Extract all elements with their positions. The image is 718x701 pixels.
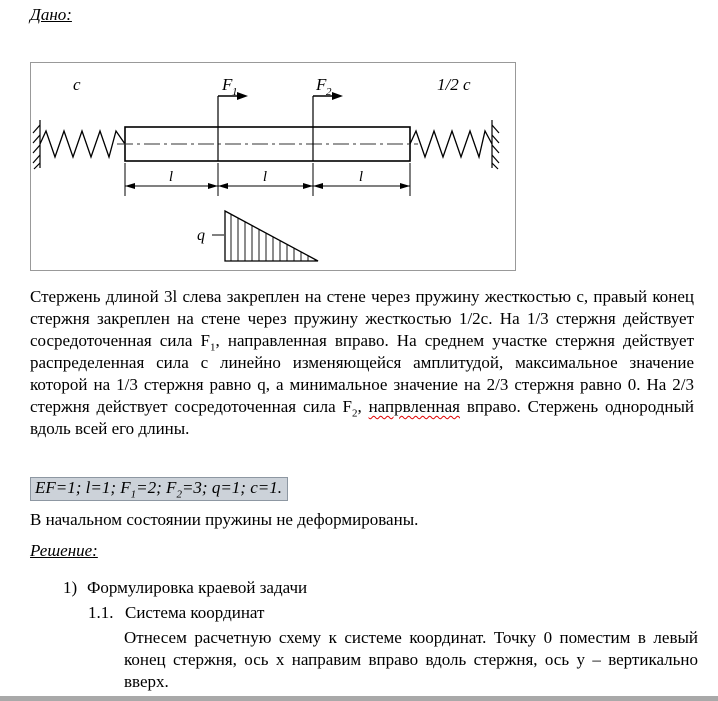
dim-label-1: l (168, 169, 174, 185)
problem-text-4: вправо. Стержень однородный вдоль всей его длины. (30, 397, 694, 438)
spring-right-label: 1/2 c (437, 75, 471, 94)
list-item-1-1-number: 1.1. (88, 603, 114, 622)
problem-text-1: Стержень длиной 3l слева закреплен на стене через пружину жесткостью c, правый конец стержня закреплен на стене через пружину жесткостью 1/2c. На 1/3 стержня действует сосредоточенная сила F (30, 287, 694, 350)
problem-text-3: , (357, 397, 369, 416)
right-spring (410, 131, 492, 157)
list-item-1-number: 1) (63, 578, 78, 597)
scheme-figure (30, 62, 516, 271)
given-heading: Дано: (30, 5, 72, 24)
initial-state-text: В начальном состоянии пружины не деформированы. (30, 510, 419, 529)
force1-label: F (222, 75, 233, 94)
formula-seg-2: =2; F (136, 478, 177, 497)
force1-subscript: 1 (210, 341, 216, 354)
formula-seg-3: =3; q=1; c=1. (181, 478, 282, 497)
values-formula-field[interactable] (30, 477, 288, 501)
rod-spring-diagram (31, 63, 515, 270)
list-item-1 (63, 577, 307, 599)
dim-label-3: l (358, 169, 364, 185)
list-item-1-text: Формулировка краевой задачи (87, 578, 308, 597)
solution-paragraph: Отнесем расчетную схему к системе координат. Точку 0 поместим в левый конец стержня, ось x направим вправо вдоль стержня, ось y – вертикально вверх. (124, 628, 698, 691)
right-wall-hatch (492, 120, 499, 169)
formula-sub-1: 1 (130, 488, 137, 501)
force2-label: F (316, 75, 327, 94)
distributed-load-triangle (212, 211, 318, 261)
left-spring (40, 131, 125, 157)
problem-text-2: , направленная вправо. На среднем участке стержня действует распределенная сила с линейно изменяющейся амплитудой, максимальное значение которой на 1/3 стержня равно q, а минимальное значение на 2/3 стержня равно 0. На 2/3 стержня действует сосредоточенная сила F (30, 331, 695, 416)
load-label: q (197, 227, 205, 244)
dim-label-2: l (262, 169, 268, 185)
list-item-1-1 (88, 602, 264, 624)
list-item-1-1-text: Система координат (125, 603, 265, 622)
dimension-lines (125, 163, 410, 196)
solution-heading: Решение: (30, 541, 98, 560)
left-wall-hatch (33, 120, 40, 169)
problem-paragraph (30, 286, 694, 440)
formula-seg-1: EF=1; l=1; F (35, 478, 131, 497)
force2-label-sub: 2 (326, 86, 332, 98)
spring-left-label: c (73, 75, 81, 94)
force1-label-sub: 1 (232, 86, 238, 98)
formula-sub-2: 2 (176, 488, 182, 501)
force2-subscript: 2 (351, 407, 358, 420)
misspelled-word: напрвленная (368, 397, 460, 416)
values-formula-wrap (30, 477, 288, 501)
page-bottom-edge (0, 696, 718, 701)
